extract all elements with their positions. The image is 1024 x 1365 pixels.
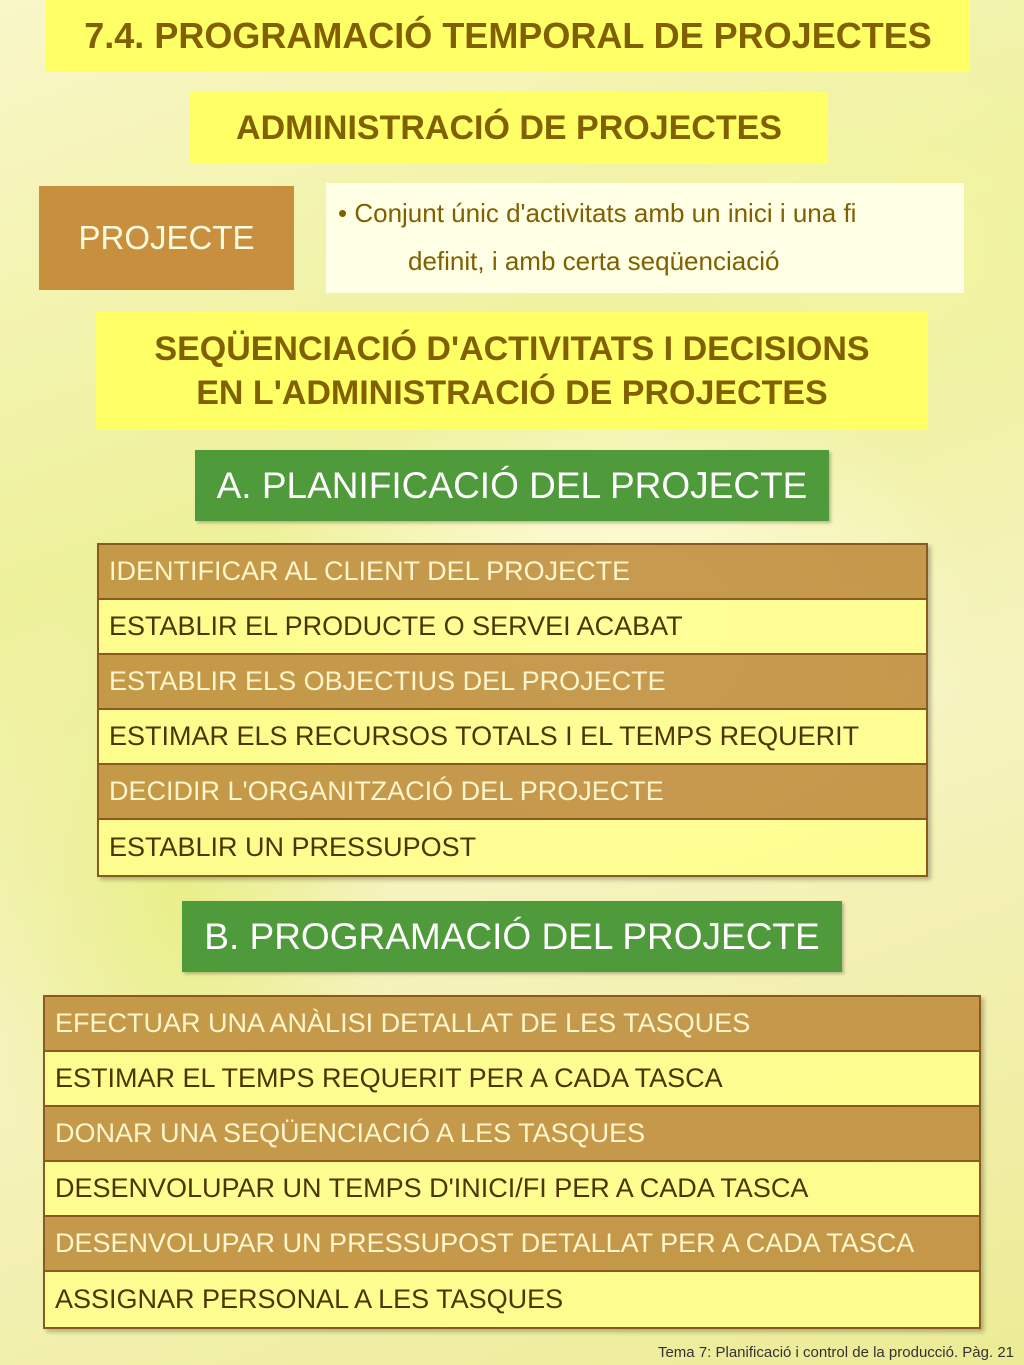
sequencing-title-line-2: EN L'ADMINISTRACIÓ DE PROJECTES: [196, 374, 828, 412]
list-item: ESTABLIR ELS OBJECTIUS DEL PROJECTE: [99, 655, 926, 710]
definition-line-2: definit, i amb certa seqüenciació: [408, 246, 780, 276]
list-item: DONAR UNA SEQÜENCIACIÓ A LES TASQUES: [45, 1107, 979, 1162]
list-item: ESTABLIR EL PRODUCTE O SERVEI ACABAT: [99, 600, 926, 655]
list-item: IDENTIFICAR AL CLIENT DEL PROJECTE: [99, 545, 926, 600]
list-item: DESENVOLUPAR UN PRESSUPOST DETALLAT PER A CADA TASCA: [45, 1217, 979, 1272]
list-item: DECIDIR L'ORGANITZACIÓ DEL PROJECTE: [99, 765, 926, 820]
page-footer: Tema 7: Planificació i control de la producció. Pàg. 21: [657, 1344, 1014, 1361]
list-item: EFECTUAR UNA ANÀLISI DETALLAT DE LES TASQUES: [45, 997, 979, 1052]
list-item: ESTABLIR UN PRESSUPOST: [99, 820, 926, 875]
list-item: DESENVOLUPAR UN TEMPS D'INICI/FI PER A CADA TASCA: [45, 1162, 979, 1217]
definition-line-1: • Conjunt únic d'activitats amb un inici i una fi: [338, 198, 857, 228]
section-b-list: [43, 995, 981, 1329]
subtitle: ADMINISTRACIÓ DE PROJECTES: [190, 92, 828, 164]
page-title: 7.4. PROGRAMACIÓ TEMPORAL DE PROJECTES: [46, 0, 970, 72]
section-b-heading: B. PROGRAMACIÓ DEL PROJECTE: [182, 901, 842, 972]
list-item: ESTIMAR ELS RECURSOS TOTALS I EL TEMPS REQUERIT: [99, 710, 926, 765]
section-a-list: [97, 543, 928, 877]
sequencing-title-line-1: SEQÜENCIACIÓ D'ACTIVITATS I DECISIONS: [154, 330, 870, 368]
section-a-heading: A. PLANIFICACIÓ DEL PROJECTE: [195, 450, 829, 521]
list-item: ESTIMAR EL TEMPS REQUERIT PER A CADA TASCA: [45, 1052, 979, 1107]
list-item: ASSIGNAR PERSONAL A LES TASQUES: [45, 1272, 979, 1327]
project-definition: [326, 183, 964, 293]
project-label: PROJECTE: [39, 186, 294, 290]
sequencing-title: [96, 312, 928, 430]
